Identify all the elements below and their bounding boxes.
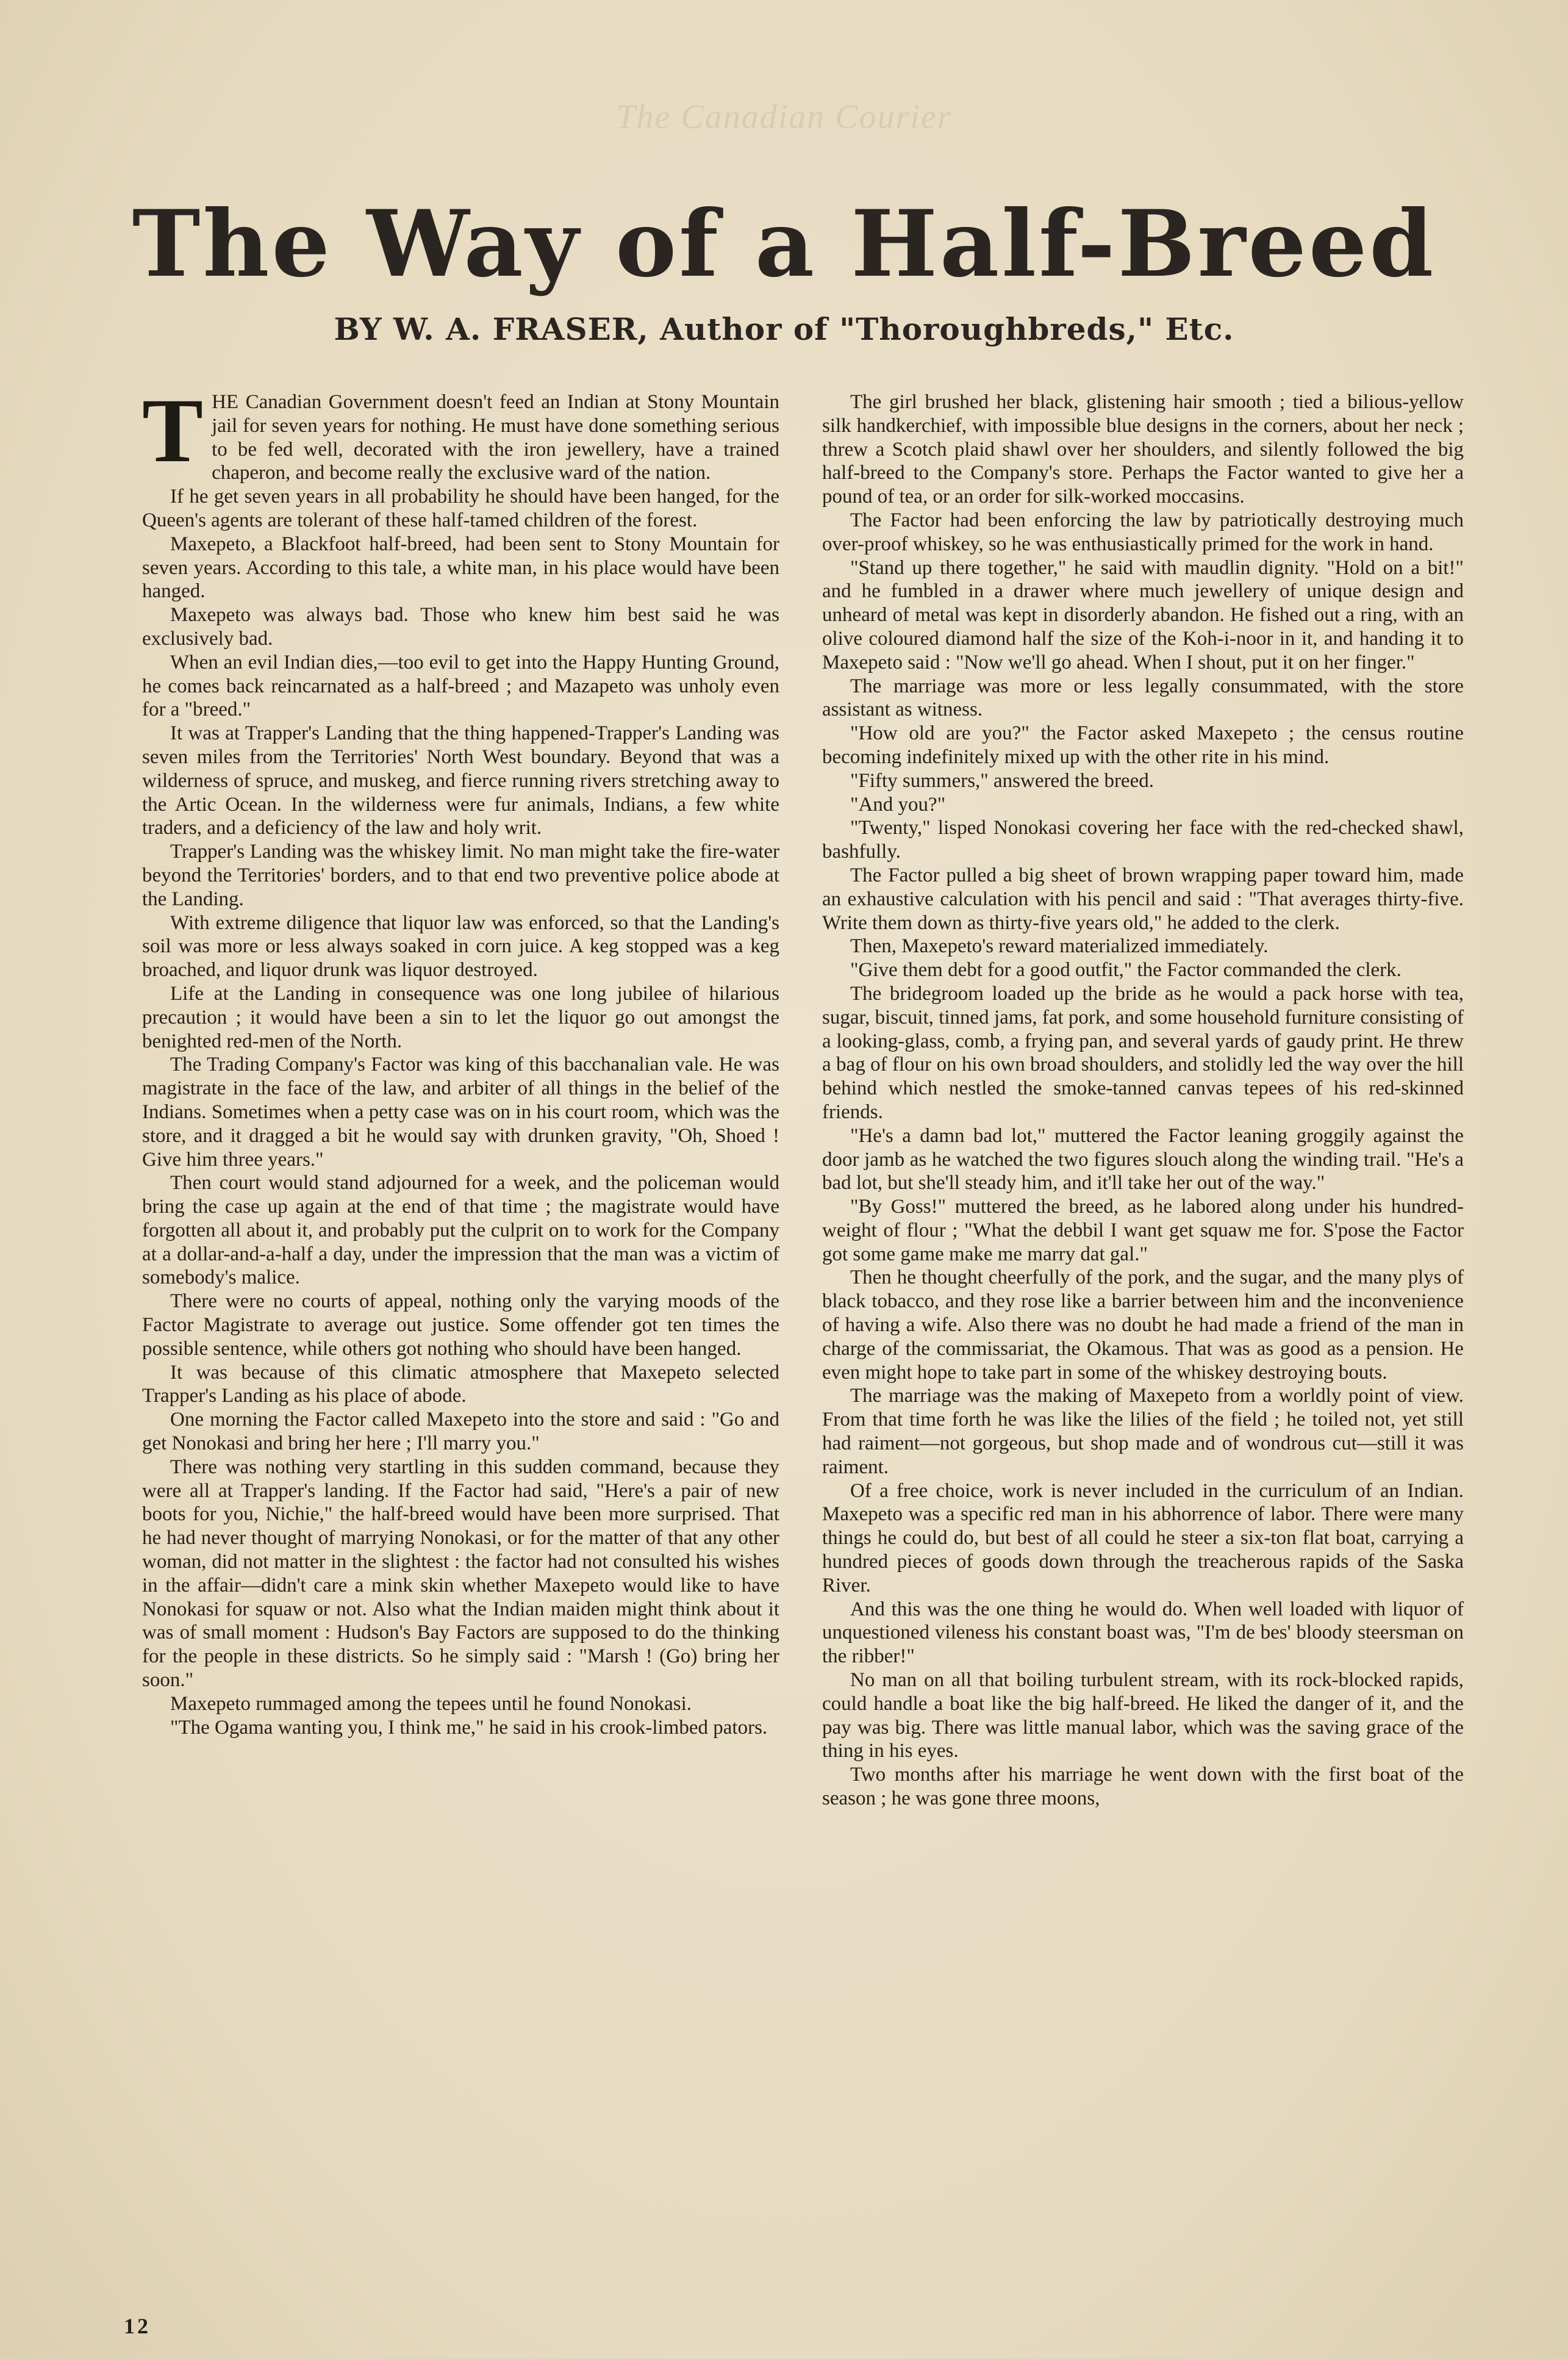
paragraph: The Trading Company's Factor was king of this bacchanalian vale. He was magistrate in the face of the law, and arbiter of all things in the belief of the Indians. Sometimes when a petty case was on in his court room, which was the store, and it dragged a bit he would say with drunken gravity, "Oh, Shoed ! Give him three years." [142, 1054, 779, 1171]
paragraph: "He's a damn bad lot," muttered the Factor leaning groggily against the door jamb as he watched the two figures slouch along the winding trail. "He's a bad lot, but she'll steady him, and it'll take her out of the way." [822, 1124, 1464, 1194]
paragraph: There was nothing very startling in this sudden command, because they were all at Trapper's landing. If the Factor had said, "Here's a pair of new boots for you, Nichie," the half-breed would have been more surprised. That he had never thought of marrying Nonokasi, or for the matter of that any other woman, did not matter in the slightest : the factor had not consulted his wishes in the affair—didn't care a mink skin whether Maxepeto would like to have Nonokasi for squaw or not. Also what the Indian maiden might think about it was of small moment : Hudson's Bay Factors are supposed to do the thinking for the people in these districts. So he simply said : "Marsh ! (Go) bring her soon." [142, 1456, 779, 1692]
paragraph: Then court would stand adjourned for a week, and the policeman would bring the case up again at the end of that time ; the magistrate would have forgotten all about it, and probably put the culprit on to work for the Company at a dollar-and-a-half a day, under the impression that the man was a victim of somebody's malice. [142, 1172, 779, 1289]
paragraph: "Stand up there together," he said with maudlin dignity. "Hold on a bit!" and he fumbled in a drawer where much jewellery of unique design and unheard of metal was kept in disorderly abandon. He fished out a ring, with an olive coloured diamond half the size of the Koh-i-noor in it, and handing it to Maxepeto said : "Now we'll go ahead. When I shout, put it on her finger." [822, 556, 1464, 673]
paragraph: The bridegroom loaded up the bride as he would a pack horse with tea, sugar, biscuit, tinned jams, fat pork, and some household furniture consisting of a looking-glass, comb, a frying pan, and several yards of gaudy print. He threw a bag of flour on his own broad shoulders, and stolidly led the way over the hill behind which nestled the smoke-tanned canvas tepees of his red-skinned friends. [822, 982, 1464, 1123]
paragraph: "And you?" [850, 793, 946, 816]
paragraph: It was at Trapper's Landing that the thing happened-Trapper's Landing was seven miles from the Territories' North West boundary. Beyond that was a wilderness of spruce, and muskeg, and fierce running rivers stretching away to the Artic Ocean. In the wilderness were fur animals, Indians, a few white traders, and a deficiency of the law and holy writ. [142, 722, 779, 839]
running-head-bleedthrough: The Canadian Courier [616, 98, 952, 136]
paragraph: If he get seven years in all probability he should have been hanged, for the Queen's agents are tolerant of these half-tamed children of the forest. [142, 486, 779, 531]
paragraph: Two months after his marriage he went down with the first boat of the season ; he was gone three moons, [822, 1764, 1464, 1810]
paragraph: "The Ogama wanting you, I think me," he said in his crook-limbed pators. [170, 1716, 768, 1739]
paragraph: No man on all that boiling turbulent stream, with its rock-blocked rapids, could handle a boat like the big half-breed. He liked the danger of it, and the pay was big. There was little manual labor, which was the saving grace of the thing in his eyes. [822, 1669, 1464, 1762]
paragraph: Of a free choice, work is never included in the curriculum of an Indian. Maxepeto was a specific red man in his abhorrence of labor. There were many things he could do, but best of all could he steer a six-ton flat boat, carrying a hundred pieces of goods down through the treacherous rapids of the Saska River. [822, 1479, 1464, 1596]
paragraph: "Fifty summers," answered the breed. [850, 769, 1154, 792]
drop-cap: T [142, 380, 204, 481]
paragraph: Then, Maxepeto's reward materialized immediately. [850, 935, 1269, 958]
page-number: 12 [124, 2314, 151, 2338]
paragraph: Maxepeto was always bad. Those who knew him best said he was exclusively bad. [142, 604, 779, 650]
paragraph: There were no courts of appeal, nothing only the varying moods of the Factor Magistrate to average out justice. Some offender got ten times the possible sentence, while others got nothing who should have been hanged. [142, 1290, 779, 1360]
paragraph: The marriage was the making of Maxepeto from a worldly point of view. From that time forth he was like the lilies of the field ; he toiled not, yet still had raiment—not gorgeous, but shop made and of wondrous cut—still it was raiment. [822, 1385, 1464, 1478]
paragraph: With extreme diligence that liquor law was enforced, so that the Landing's soil was more or less always soaked in corn juice. A keg stopped was a keg broached, and liquor drunk was liquor destroyed. [142, 911, 779, 982]
article-byline: BY W. A. FRASER, Author of "Thoroughbreds," Etc. [334, 311, 1234, 347]
paragraph: "Give them debt for a good outfit," the Factor commanded the clerk. [850, 959, 1402, 982]
paragraph: It was because of this climatic atmosphere that Maxepeto selected Trapper's Landing as his place of abode. [142, 1361, 779, 1407]
paragraph: Trapper's Landing was the whiskey limit. No man might take the fire-water beyond the Territories' borders, and to that end two preventive police abode at the Landing. [142, 841, 779, 910]
paragraph: "Twenty," lisped Nonokasi covering her face with the red-checked shawl, bashfully. [822, 817, 1464, 863]
paragraph: And this was the one thing he would do. When well loaded with liquor of unquestioned vileness his constant boast was, "I'm de bes' bloody steersman on the ribber!" [822, 1598, 1464, 1668]
paragraph: THE Canadian Government doesn't feed an Indian at Stony Mountain jail for seven years for nothing. He must have done something serious to be fed well, decorated with the iron jewellery, have a trained chaperon, and become really the exclusive ward of the nation. [142, 380, 779, 484]
paragraph: "By Goss!" muttered the breed, as he labored along under his hundred-weight of flour ; "What the debbil I want get squaw me for. S'pose the Factor got some game make me marry dat gal." [822, 1196, 1464, 1265]
paragraph: "How old are you?" the Factor asked Maxepeto ; the census routine becoming indefinitely mixed up with the other rite in his mind. [822, 722, 1464, 768]
paragraph: The Factor had been enforcing the law by patriotically destroying much over-proof whiskey, so he was enthusiastically primed for the work in hand. [822, 509, 1464, 555]
paragraph: Then he thought cheerfully of the pork, and the sugar, and the many plys of black tobacco, and they rose like a barrier between him and the inconvenience of having a wife. Also there was no doubt he had made a friend of the man in charge of the commissariat, the Okamous. That was as good as a pension. He even might hope to take part in some of the whiskey destroying bouts. [822, 1266, 1464, 1384]
paragraph: The girl brushed her black, glistening hair smooth ; tied a bilious-yellow silk handkerchief, with impossible blue designs in the corners, about her neck ; threw a Scotch plaid shawl over her shoulders, and silently followed the big half-breed to the Company's store. Perhaps the Factor wanted to give her a pound of tea, or an order for silk-worked moccasins. [822, 391, 1464, 508]
paragraph: When an evil Indian dies,—too evil to get into the Happy Hunting Ground, he comes back reincarnated as a half-breed ; and Mazapeto was unholy even for a "breed." [142, 651, 779, 721]
paragraph: Life at the Landing in consequence was one long jubilee of hilarious precaution ; it would have been a sin to let the liquor go out amongst the benighted red-men of the North. [142, 982, 779, 1052]
left-column [142, 380, 779, 1739]
paragraph: One morning the Factor called Maxepeto into the store and said : "Go and get Nonokasi and bring her here ; I'll marry you." [142, 1409, 779, 1455]
paragraph: The marriage was more or less legally consummated, with the store assistant as witness. [822, 675, 1464, 721]
paragraph: Maxepeto, a Blackfoot half-breed, had been sent to Stony Mountain for seven years. According to this tale, a white man, in his place would have been hanged. [142, 533, 779, 603]
paragraph: The Factor pulled a big sheet of brown wrapping paper toward him, made an exhaustive calculation with his pencil and said : "That averages thirty-five. Write them down as thirty-five years old," he added to the clerk. [822, 864, 1464, 934]
paragraph: Maxepeto rummaged among the tepees until he found Nonokasi. [170, 1692, 692, 1715]
article-title: The Way of a Half-Breed [132, 190, 1436, 298]
right-column [822, 390, 1464, 1811]
